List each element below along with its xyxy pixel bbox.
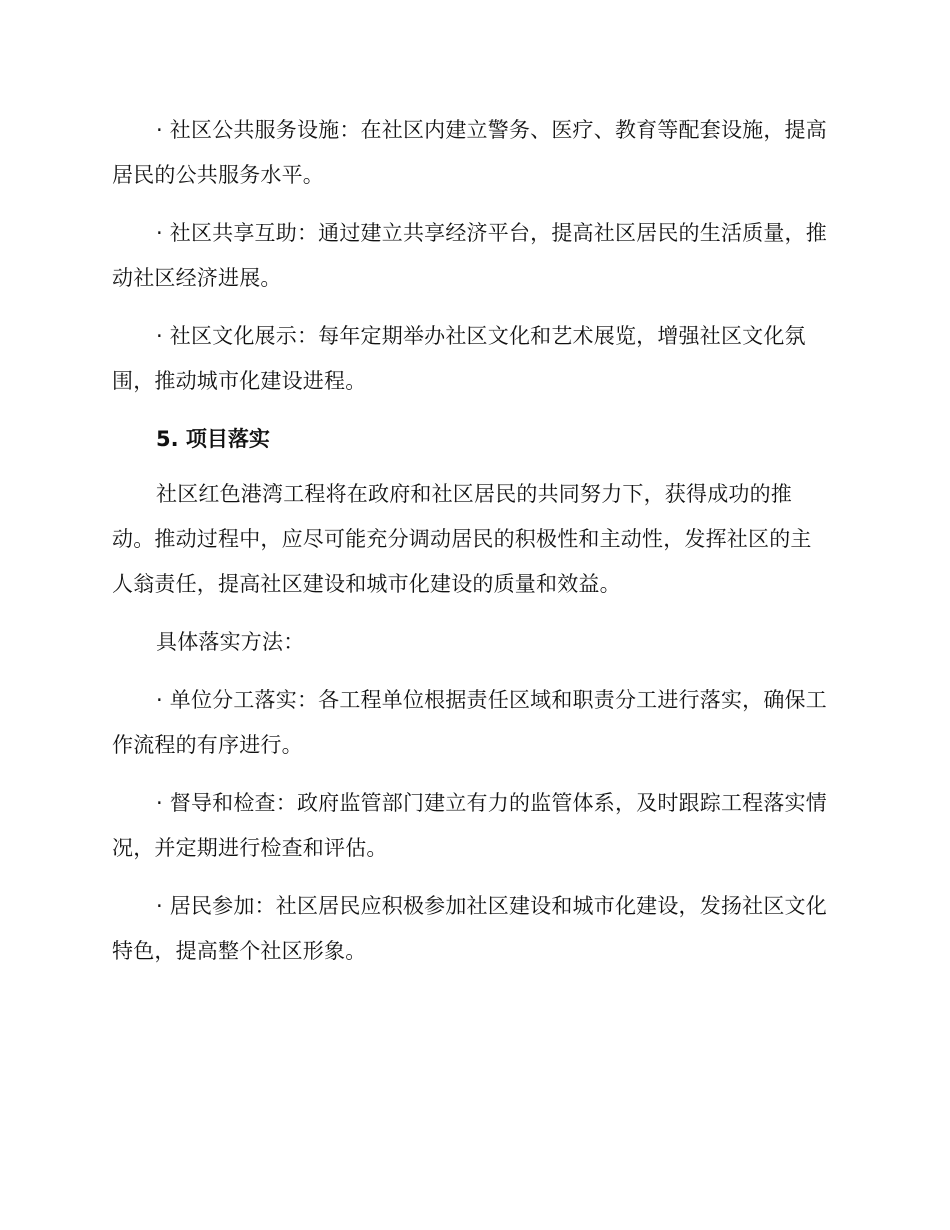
bullet-culture-display: · 社区文化展示：每年定期举办社区文化和艺术展览，增强社区文化氛围，推动城市化建设进程。: [112, 324, 806, 393]
bullet-resident-participation: · 居民参加：社区居民应积极参加社区建设和城市化建设，发扬社区文化特色，提高整个社区形象。: [112, 894, 827, 963]
methods-label: 具体落实方法：: [156, 630, 305, 654]
bullet-sharing-mutual-aid: · 社区共享互助：通过建立共享经济平台，提高社区居民的生活质量，推动社区经济进展。: [112, 221, 827, 290]
section-heading: 5. 项目落实: [156, 427, 270, 451]
bullet-public-service: · 社区公共服务设施：在社区内建立警务、医疗、教育等配套设施，提高居民的公共服务水平。: [112, 118, 827, 187]
bullet-supervision-inspection: · 督导和检查：政府监管部门建立有力的监管体系，及时跟踪工程落实情况，并定期进行检查和评估。: [112, 791, 827, 860]
bullet-unit-division: · 单位分工落实：各工程单位根据责任区域和职责分工进行落实，确保工作流程的有序进行。: [112, 688, 827, 757]
intro-paragraph: 社区红色港湾工程将在政府和社区居民的共同努力下，获得成功的推动。推动过程中，应尽可能充分调动居民的积极性和主动性，发挥社区的主人翁责任，提高社区建设和城市化建设的质量和效益。: [112, 482, 812, 596]
document-body: [112, 108, 832, 987]
